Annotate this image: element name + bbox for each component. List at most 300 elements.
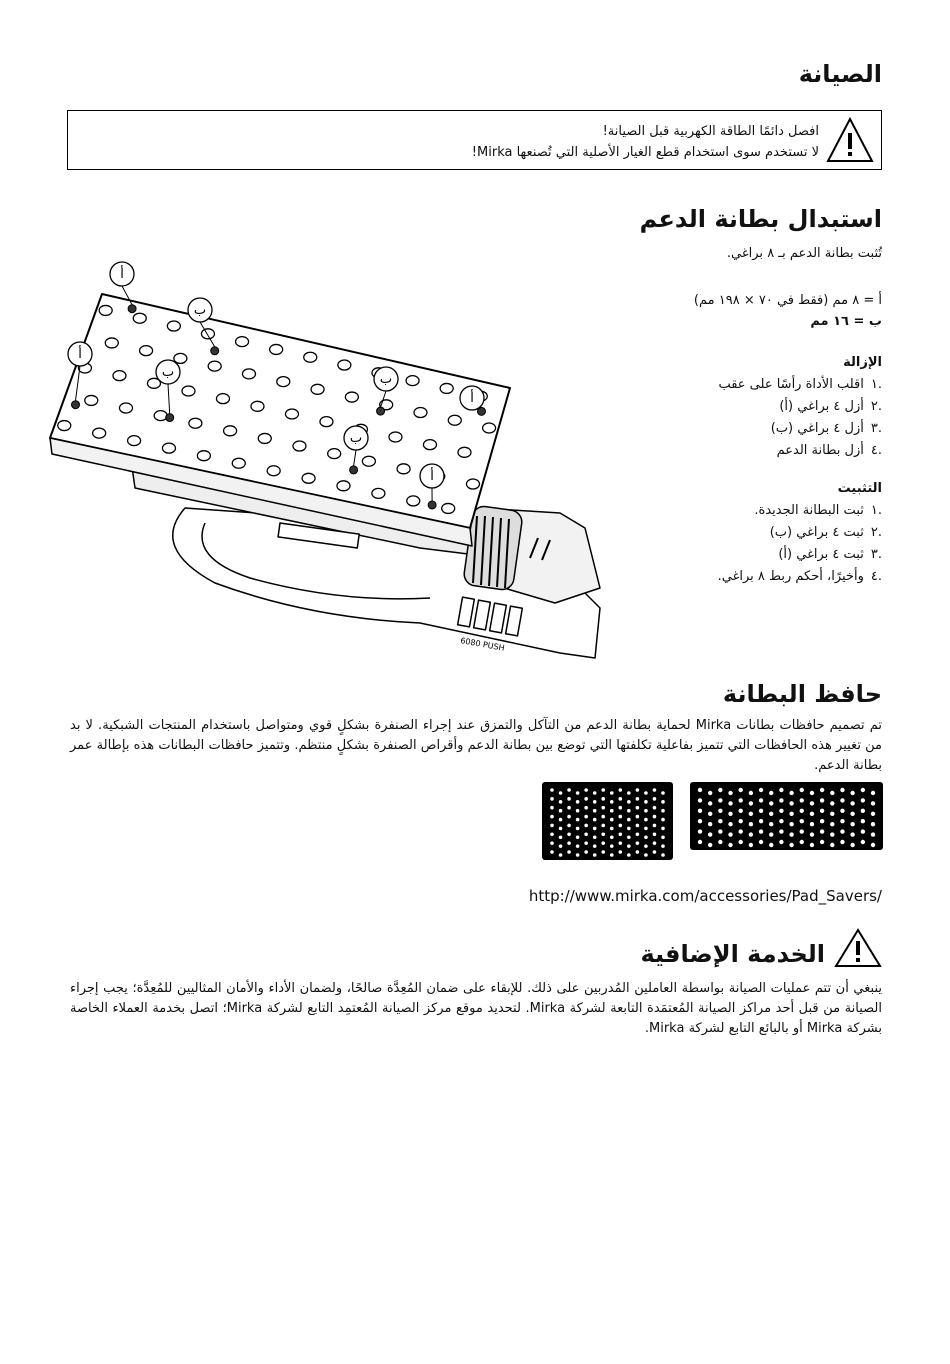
- pad-saver-dot: [559, 791, 563, 795]
- pad-saver-dot: [759, 788, 763, 792]
- pad-saver-dot: [653, 815, 657, 819]
- pad-hole: [277, 377, 290, 387]
- pad-saver-dot: [800, 819, 804, 823]
- pad-saver-dot: [636, 850, 640, 854]
- pad-saver-dot: [708, 812, 712, 816]
- pad-saver-dot: [619, 788, 623, 792]
- pad-saver-dot: [810, 812, 814, 816]
- pad-saver-dot: [749, 801, 753, 805]
- pad-hole: [201, 329, 214, 339]
- pad-hole: [236, 337, 249, 347]
- install-title: التثبيت: [837, 481, 882, 496]
- pad-saver-dot: [601, 788, 605, 792]
- pad-saver-image-small: [542, 782, 673, 860]
- pad-saver-dot: [584, 797, 588, 801]
- service-paragraph: ينبغي أن تتم عمليات الصيانة بواسطة العاملين المُدربين على ذلك. للإبقاء على ضمان المُعِدَّة صالحًا، ولضمان الأداء والأمان المثاليين للمُعِدَّة؛ يجب إجراء الصيانة من قبل أحد مراكز الصيانة المُعتمَدة التابعة لشركة Mirka. لتحديد موقع مركز الصيانة المُعتمِد التابع لشركة Mirka؛ اتصل بخدمة العملاء الخاصة بشركة Mirka أو بالبائع التابع لشركة Mirka.: [70, 981, 882, 1036]
- callout-b: ب: [193, 303, 207, 318]
- pad-saver-dot: [810, 822, 814, 826]
- pad-saver-dot: [627, 818, 631, 822]
- pad-saver-dot: [861, 819, 865, 823]
- pad-hole: [270, 344, 283, 354]
- pad-saver-title: حافظ البطانة: [722, 680, 882, 708]
- pad-hole: [189, 418, 202, 428]
- sander-illustration: [40, 258, 620, 668]
- pad-saver-dot: [627, 827, 631, 831]
- pad-saver-dot: [718, 788, 722, 792]
- install-list: [718, 478, 882, 588]
- callout-a: أ: [430, 469, 434, 484]
- pad-hole: [328, 449, 341, 459]
- pad-saver-dot: [718, 840, 722, 844]
- pad-saver-dot: [840, 809, 844, 813]
- pad-hole: [389, 432, 402, 442]
- pad-saver-dot: [627, 853, 631, 857]
- pad-hole: [85, 395, 98, 405]
- pad-saver-dot: [850, 843, 854, 847]
- pad-saver-paragraph: تم تصميم حافظات بطانات Mirka لحماية بطانة الدعم من التآكل والتمزق عند إجراء الصنفرة بشكلٍ قوي ومتواصل باستخدام المنتجات الشبكية. لا بد من تغيير هذه الحافظات التي تتميز بفاعلية تكلفتها التي توضع بين بطانة الدعم وأقراص الصنفرة بشكلٍ منتظم. وتتميز حافظات البطانات هذه بإطالة عمر بطانة الدعم.: [70, 718, 883, 773]
- pad-saver-dot: [769, 832, 773, 836]
- pad-saver-dot: [550, 824, 554, 828]
- pad-saver-dot: [769, 801, 773, 805]
- pad-saver-dot: [861, 809, 865, 813]
- pad-saver-dot: [739, 840, 743, 844]
- pad-saver-dot: [820, 829, 824, 833]
- pad-saver-dot: [559, 800, 563, 804]
- pad-hole: [167, 321, 180, 331]
- pad-saver-dot: [636, 841, 640, 845]
- pad-saver-dot: [619, 806, 623, 810]
- pad-saver-dot: [871, 822, 875, 826]
- pad-hole: [406, 376, 419, 386]
- pad-saver-dot: [718, 798, 722, 802]
- pad-saver-dot: [698, 829, 702, 833]
- pad-saver-dot: [576, 800, 580, 804]
- product-label: 6080 PUSH: [459, 636, 506, 653]
- pad-saver-dot: [593, 827, 597, 831]
- pad-saver-dot: [593, 809, 597, 813]
- pad-hole: [440, 383, 453, 393]
- pad-saver-dot: [610, 827, 614, 831]
- pad-hole: [174, 353, 187, 363]
- pad-saver-dot: [661, 827, 665, 831]
- pad-saver-dot: [810, 801, 814, 805]
- pad-saver-dot: [749, 822, 753, 826]
- pad-hole: [258, 433, 271, 443]
- pad-saver-dot: [698, 798, 702, 802]
- pad-saver-dot: [871, 812, 875, 816]
- pad-saver-dot: [840, 829, 844, 833]
- pad-saver-dot: [627, 844, 631, 848]
- pad-saver-dot: [653, 806, 657, 810]
- pad-saver-dot: [820, 809, 824, 813]
- pad-hole: [311, 384, 324, 394]
- pad-saver-dot: [861, 798, 865, 802]
- maintenance-title: الصيانة: [798, 60, 882, 88]
- pad-saver-dot: [576, 791, 580, 795]
- pad-saver-dot: [567, 797, 571, 801]
- pad-saver-dot: [698, 788, 702, 792]
- screw: [72, 401, 80, 409]
- pad-saver-dot: [627, 835, 631, 839]
- pad-saver-dot: [800, 840, 804, 844]
- pad-saver-dot: [749, 791, 753, 795]
- pad-saver-dot: [739, 809, 743, 813]
- pad-hole: [337, 481, 350, 491]
- pad-saver-dot: [619, 824, 623, 828]
- pad-saver-dot: [759, 809, 763, 813]
- pad-hole: [458, 447, 471, 457]
- pad-saver-dot: [610, 800, 614, 804]
- pad-saver-dot: [627, 791, 631, 795]
- pad-saver-dot: [559, 853, 563, 857]
- pad-hole: [182, 386, 195, 396]
- pad-saver-dot: [850, 801, 854, 805]
- pad-saver-dot: [749, 812, 753, 816]
- pad-saver-dot: [550, 788, 554, 792]
- pad-hole: [93, 428, 106, 438]
- pad-saver-dot: [559, 844, 563, 848]
- pad-saver-dot: [601, 850, 605, 854]
- pad-saver-dot: [559, 827, 563, 831]
- pad-hole: [242, 369, 255, 379]
- pad-hole: [224, 426, 237, 436]
- pad-hole: [208, 361, 221, 371]
- callout-a: أ: [470, 391, 474, 406]
- warning-icon: [825, 116, 875, 164]
- pad-saver-dot: [559, 809, 563, 813]
- pad-saver-dot: [653, 797, 657, 801]
- pad-saver-dot: [644, 835, 648, 839]
- pad-saver-dot: [871, 832, 875, 836]
- pad-saver-dot: [661, 835, 665, 839]
- pad-saver-dot: [718, 829, 722, 833]
- pad-saver-dot: [810, 843, 814, 847]
- pad-saver-dot: [830, 812, 834, 816]
- pad-saver-dot: [728, 843, 732, 847]
- pad-saver-dot: [610, 844, 614, 848]
- pad-saver-dot: [800, 788, 804, 792]
- pad-saver-dot: [800, 829, 804, 833]
- pad-saver-dot: [567, 850, 571, 854]
- pad-saver-dot: [576, 809, 580, 813]
- pad-saver-dot: [610, 818, 614, 822]
- pad-saver-dot: [601, 841, 605, 845]
- pad-saver-dot: [661, 800, 665, 804]
- pad-saver-dot: [789, 832, 793, 836]
- pad-saver-dot: [820, 798, 824, 802]
- pad-saver-dot: [759, 840, 763, 844]
- screw: [211, 347, 219, 355]
- pad-saver-dot: [830, 843, 834, 847]
- pad-saver-dot: [610, 809, 614, 813]
- pad-saver-dot: [584, 824, 588, 828]
- pad-saver-dot: [593, 818, 597, 822]
- list-item: .٢ ثبت ٤ براغي (ب): [769, 525, 882, 540]
- pad-saver-dot: [601, 815, 605, 819]
- pad-saver-dot: [708, 791, 712, 795]
- pad-saver-dot: [576, 844, 580, 848]
- pad-saver-dot: [576, 827, 580, 831]
- pad-hole: [113, 371, 126, 381]
- pad-hole: [162, 443, 175, 453]
- pad-saver-dot: [576, 853, 580, 857]
- pad-saver-dot: [830, 832, 834, 836]
- pad-hole: [232, 458, 245, 468]
- pad-saver-dot: [728, 832, 732, 836]
- pad-saver-dot: [584, 788, 588, 792]
- pad-saver-dot: [739, 829, 743, 833]
- screw: [428, 501, 436, 509]
- pad-saver-dot: [779, 840, 783, 844]
- pad-hole: [448, 415, 461, 425]
- pad-saver-dot: [739, 819, 743, 823]
- pad-saver-dot: [610, 835, 614, 839]
- pad-saver-dot: [789, 822, 793, 826]
- pad-saver-dot: [627, 809, 631, 813]
- warning-line-2: لا تستخدم سوى استخدام قطع الغيار الأصلية التي تُصنعها Mirka!: [471, 145, 819, 160]
- pad-saver-dot: [559, 835, 563, 839]
- pad-saver-dot: [619, 815, 623, 819]
- pad-saver-dot: [820, 819, 824, 823]
- screw: [350, 466, 358, 474]
- pad-saver-dot: [739, 798, 743, 802]
- pad-hole: [285, 409, 298, 419]
- pad-saver-dot: [769, 822, 773, 826]
- pad-saver-dot: [550, 815, 554, 819]
- pad-hole: [372, 488, 385, 498]
- pad-saver-dot: [619, 850, 623, 854]
- pad-hole: [293, 441, 306, 451]
- pad-replacement-title: استبدال بطانة الدعم: [639, 205, 882, 233]
- pad-saver-dot: [840, 798, 844, 802]
- pad-saver-dot: [567, 788, 571, 792]
- pad-saver-dot: [871, 801, 875, 805]
- pad-saver-dot: [584, 841, 588, 845]
- pad-saver-dot: [610, 791, 614, 795]
- pad-saver-dot: [661, 853, 665, 857]
- pad-saver-dot: [850, 832, 854, 836]
- pad-saver-dot: [644, 827, 648, 831]
- pad-saver-dot: [769, 812, 773, 816]
- pad-saver-dot: [871, 843, 875, 847]
- pad-saver-dot: [830, 822, 834, 826]
- pad-saver-dot: [644, 800, 648, 804]
- pad-saver-dot: [636, 832, 640, 836]
- pad-hole: [304, 352, 317, 362]
- pad-saver-dot: [636, 815, 640, 819]
- pad-saver-dot: [584, 832, 588, 836]
- callout-b: ب: [379, 372, 393, 387]
- pad-saver-dot: [820, 788, 824, 792]
- screw: [166, 414, 174, 422]
- pad-saver-dot: [708, 832, 712, 836]
- pad-saver-dot: [800, 809, 804, 813]
- pad-saver-dot: [708, 843, 712, 847]
- pad-saver-dot: [820, 840, 824, 844]
- pad-hole: [466, 479, 479, 489]
- warning-line-1: افصل دائمًا الطاقة الكهربية قبل الصيانة!: [602, 124, 819, 139]
- pad-saver-dot: [601, 806, 605, 810]
- pad-saver-dot: [661, 809, 665, 813]
- pad-saver-dot: [593, 800, 597, 804]
- pad-saver-dot: [789, 812, 793, 816]
- pad-saver-dot: [861, 829, 865, 833]
- pad-saver-dot: [567, 806, 571, 810]
- pad-saver-dot: [769, 791, 773, 795]
- pad-saver-dot: [644, 818, 648, 822]
- removal-title: الإزالة: [843, 355, 882, 370]
- pad-saver-dot: [718, 819, 722, 823]
- pad-saver-dot: [653, 841, 657, 845]
- pad-hole: [197, 451, 210, 461]
- pad-hole: [320, 417, 333, 427]
- pad-saver-dot: [800, 798, 804, 802]
- pad-saver-dot: [601, 832, 605, 836]
- pad-saver-dot: [593, 835, 597, 839]
- pad-saver-dot: [584, 815, 588, 819]
- warning-box: [67, 110, 882, 170]
- pad-hole: [442, 503, 455, 513]
- pad-saver-dot: [708, 801, 712, 805]
- pad-intro: تُثبت بطانة الدعم بـ ٨ براغي.: [726, 246, 882, 261]
- pad-hole: [119, 403, 132, 413]
- pad-saver-dot: [779, 809, 783, 813]
- pad-saver-dot: [601, 824, 605, 828]
- list-item: .٣ ثبت ٤ براغي (أ): [778, 547, 882, 562]
- spec-a: أ = ٨ مم (فقط في ٧٠ × ١٩٨ مم): [693, 293, 882, 308]
- pad-hole: [483, 423, 496, 433]
- pad-saver-dot: [749, 832, 753, 836]
- pad-saver-dot: [830, 791, 834, 795]
- pad-saver-image-large: [690, 782, 883, 850]
- pad-saver-dot: [779, 788, 783, 792]
- spec-b: ب = ١٦ مم: [810, 314, 882, 329]
- pad-hole: [99, 305, 112, 315]
- removal-list: [718, 352, 882, 462]
- pad-saver-dot: [728, 801, 732, 805]
- pad-saver-dot: [779, 819, 783, 823]
- warning-icon: [833, 928, 883, 968]
- pad-saver-dot: [830, 801, 834, 805]
- pad-saver-dot: [840, 840, 844, 844]
- pad-saver-dot: [708, 822, 712, 826]
- pad-saver-dot: [661, 791, 665, 795]
- callout-a: أ: [120, 267, 124, 282]
- pad-saver-dot: [636, 824, 640, 828]
- pad-saver-dot: [644, 791, 648, 795]
- list-item: .٤ وأخيرًا، أحكم ربط ٨ براغي.: [717, 569, 882, 584]
- pad-saver-dot: [653, 832, 657, 836]
- pad-saver-dot: [567, 841, 571, 845]
- pad-saver-dot: [550, 797, 554, 801]
- pad-saver-dot: [619, 797, 623, 801]
- pad-saver-dot: [619, 841, 623, 845]
- pad-saver-dot: [593, 791, 597, 795]
- pad-saver-dot: [636, 806, 640, 810]
- pad-saver-dot: [810, 832, 814, 836]
- pad-saver-dot: [619, 832, 623, 836]
- pad-saver-dot: [653, 850, 657, 854]
- callout-a: أ: [78, 347, 82, 362]
- list-item: .٤ أزل بطانة الدعم: [776, 443, 882, 458]
- pad-saver-dot: [636, 797, 640, 801]
- pad-saver-dot: [739, 788, 743, 792]
- pad-saver-dot: [728, 791, 732, 795]
- pad-saver-dot: [718, 809, 722, 813]
- pad-hole: [423, 440, 436, 450]
- pad-saver-dot: [759, 829, 763, 833]
- pad-hole: [140, 346, 153, 356]
- pad-saver-dot: [559, 818, 563, 822]
- pad-saver-dot: [550, 841, 554, 845]
- list-item: .١ اقلب الأداة رأسًا على عقب: [718, 377, 882, 392]
- pad-hole: [154, 411, 167, 421]
- pad-hole: [345, 392, 358, 402]
- pad-saver-dot: [698, 819, 702, 823]
- pad-saver-dot: [550, 850, 554, 854]
- pad-saver-dot: [789, 843, 793, 847]
- pad-saver-dot: [550, 806, 554, 810]
- pad-saver-dot: [769, 843, 773, 847]
- pad-saver-link[interactable]: http://www.mirka.com/accessories/Pad_Savers/: [528, 887, 882, 905]
- service-title: الخدمة الإضافية: [640, 940, 825, 968]
- pad-saver-dot: [871, 791, 875, 795]
- list-item: .٣ أزل ٤ براغي (ب): [770, 421, 882, 436]
- pad-saver-dot: [550, 832, 554, 836]
- pad-hole: [267, 466, 280, 476]
- callout-b: ب: [161, 365, 175, 380]
- pad-hole: [397, 464, 410, 474]
- pad-saver-dot: [610, 853, 614, 857]
- pad-hole: [338, 360, 351, 370]
- pad-saver-dot: [850, 822, 854, 826]
- pad-saver-dot: [728, 812, 732, 816]
- pad-saver-dot: [850, 791, 854, 795]
- pad-saver-dot: [840, 788, 844, 792]
- pad-saver-dot: [593, 844, 597, 848]
- pad-saver-dot: [653, 788, 657, 792]
- screw: [377, 407, 385, 415]
- pad-saver-dot: [601, 797, 605, 801]
- pad-saver-dot: [567, 815, 571, 819]
- pad-hole: [133, 313, 146, 323]
- list-item: .١ ثبت البطانة الجديدة.: [754, 503, 882, 518]
- pad-hole: [302, 473, 315, 483]
- pad-saver-dot: [698, 809, 702, 813]
- pad-saver-dot: [644, 853, 648, 857]
- pad-hole: [105, 338, 118, 348]
- callout-b: ب: [349, 431, 363, 446]
- pad-saver-dot: [861, 788, 865, 792]
- pad-saver-dot: [653, 824, 657, 828]
- pad-hole: [128, 436, 141, 446]
- pad-saver-dot: [636, 788, 640, 792]
- pad-saver-dot: [576, 818, 580, 822]
- pad-saver-dot: [661, 818, 665, 822]
- pad-saver-dot: [576, 835, 580, 839]
- pad-saver-dot: [759, 798, 763, 802]
- pad-saver-dot: [644, 844, 648, 848]
- pad-hole: [362, 456, 375, 466]
- pad-hole: [251, 401, 264, 411]
- pad-hole: [414, 408, 427, 418]
- pad-saver-dot: [567, 832, 571, 836]
- pad-saver-dot: [728, 822, 732, 826]
- pad-saver-dot: [779, 829, 783, 833]
- pad-hole: [407, 496, 420, 506]
- pad-saver-dot: [779, 798, 783, 802]
- pad-saver-dot: [749, 843, 753, 847]
